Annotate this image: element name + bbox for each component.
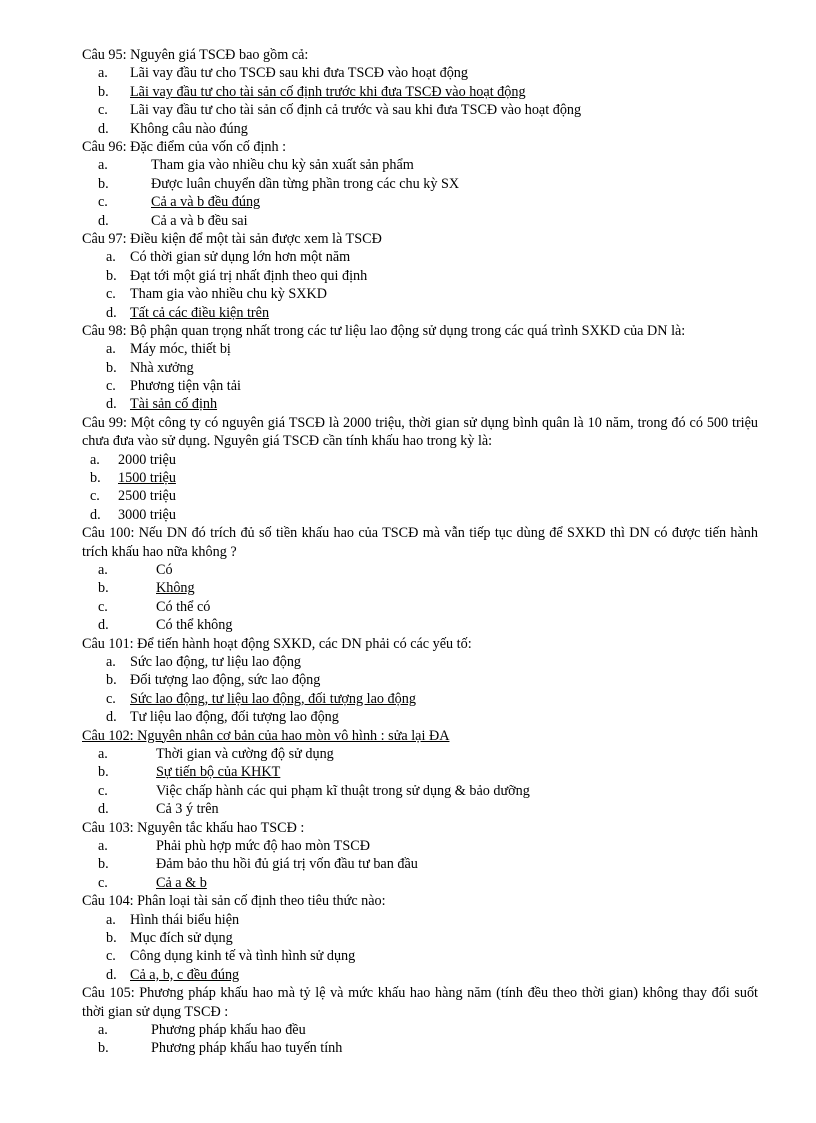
option-label: c. bbox=[98, 194, 108, 211]
answer-option bbox=[82, 83, 758, 101]
question-text: Câu 100: Nếu DN đó trích đủ số tiền khấu hao của TSCĐ mà vẫn tiếp tục dùng để SXKD thì DN có được tiến hành trích khấu hao nữa không ? bbox=[82, 525, 758, 560]
answer-option bbox=[82, 285, 758, 303]
option-label: d. bbox=[98, 120, 109, 137]
option-label: a. bbox=[106, 341, 116, 358]
question-block bbox=[82, 819, 758, 893]
answer-option bbox=[82, 248, 758, 266]
answer-option bbox=[82, 506, 758, 524]
option-label: a. bbox=[106, 654, 116, 671]
option-text: Đảm bảo thu hồi đủ giá trị vốn đầu tư ban đầu bbox=[156, 856, 418, 873]
question-text: Câu 99: Một công ty có nguyên giá TSCĐ là 2000 triệu, thời gian sử dụng bình quân là 10 năm, trong đó có 500 triệu chưa đưa vào sử dụng. Nguyên giá TSCĐ cần tính khấu hao trong kỳ là: bbox=[82, 414, 758, 450]
option-label: d. bbox=[106, 396, 117, 413]
option-label: b. bbox=[90, 470, 101, 487]
option-label: b. bbox=[106, 929, 117, 946]
option-text-correct: Cả a, b, c đều đúng bbox=[130, 966, 240, 983]
option-text: Việc chấp hành các qui phạm kĩ thuật trong sử dụng & bảo dưỡng bbox=[156, 782, 530, 799]
option-label: d. bbox=[98, 212, 109, 229]
answer-option bbox=[82, 947, 758, 965]
question-text: Câu 103: Nguyên tắc khấu hao TSCĐ : bbox=[82, 819, 305, 836]
option-label: a. bbox=[98, 65, 108, 82]
question-text: Câu 102: Nguyên nhân cơ bản của hao mòn vô hình : sửa lại ĐA bbox=[82, 727, 450, 744]
answer-option bbox=[82, 487, 758, 505]
answer-option bbox=[82, 598, 758, 616]
question-block bbox=[82, 138, 758, 230]
answer-option bbox=[82, 1039, 758, 1057]
question-text: Câu 104: Phân loại tài sản cố định theo tiêu thức nào: bbox=[82, 893, 386, 910]
answer-option bbox=[82, 616, 758, 634]
question-block bbox=[82, 727, 758, 819]
option-label: c. bbox=[90, 488, 100, 505]
answer-option bbox=[82, 1021, 758, 1039]
option-label: b. bbox=[98, 856, 109, 873]
option-label: c. bbox=[106, 690, 116, 707]
option-text: Đối tượng lao động, sức lao động bbox=[130, 672, 321, 689]
answer-option bbox=[82, 966, 758, 984]
question-text: Câu 95: Nguyên giá TSCĐ bao gồm cả: bbox=[82, 47, 309, 63]
answer-option bbox=[82, 929, 758, 947]
answer-option bbox=[82, 64, 758, 82]
option-label: a. bbox=[98, 562, 108, 579]
option-text: Thời gian và cường độ sử dụng bbox=[156, 746, 334, 762]
answer-option bbox=[82, 469, 758, 487]
option-label: a. bbox=[106, 249, 116, 266]
option-label: a. bbox=[106, 911, 116, 928]
answer-option bbox=[82, 175, 758, 193]
answer-option bbox=[82, 156, 758, 174]
option-label: d. bbox=[106, 966, 117, 983]
option-label: a. bbox=[98, 157, 108, 174]
option-text-correct: Lãi vay đầu tư cho tài sản cố định trước khi đưa TSCĐ vào hoạt động bbox=[130, 83, 526, 100]
question-block bbox=[82, 892, 758, 984]
answer-option bbox=[82, 745, 758, 763]
option-text-correct: Cả a và b đều đúng bbox=[151, 194, 261, 211]
option-label: c. bbox=[98, 598, 108, 615]
option-text: 2500 triệu bbox=[118, 488, 176, 505]
option-text: Không câu nào đúng bbox=[130, 120, 248, 137]
answer-option bbox=[82, 874, 758, 892]
option-text: Được luân chuyển dần từng phần trong các chu kỳ SX bbox=[151, 175, 460, 192]
option-text-correct: Tài sản cố định bbox=[130, 396, 218, 413]
question-block bbox=[82, 414, 758, 524]
answer-option bbox=[82, 101, 758, 119]
option-text-correct: Sức lao động, tư liệu lao động, đối tượng lao động bbox=[130, 690, 416, 707]
answer-option bbox=[82, 193, 758, 211]
question-text: Câu 105: Phương pháp khấu hao mà tỷ lệ và mức khấu hao hàng năm (tính đều theo thời gian) không thay đổi suốt thời gian sử dụng TSCĐ : bbox=[82, 985, 758, 1020]
question-block bbox=[82, 230, 758, 322]
option-label: d. bbox=[98, 801, 109, 818]
option-text-correct: Không bbox=[156, 580, 195, 597]
question-block bbox=[82, 524, 758, 634]
option-label: b. bbox=[106, 672, 117, 689]
answer-option bbox=[82, 395, 758, 413]
question-block bbox=[82, 635, 758, 727]
question-text: Câu 96: Đặc điểm của vốn cố định : bbox=[82, 138, 287, 155]
option-label: c. bbox=[98, 874, 108, 891]
question-block bbox=[82, 322, 758, 414]
option-label: a. bbox=[90, 451, 100, 468]
answer-option bbox=[82, 763, 758, 781]
option-text-correct: 1500 triệu bbox=[118, 470, 176, 487]
answer-option bbox=[82, 690, 758, 708]
answer-option bbox=[82, 561, 758, 579]
option-text: Sức lao động, tư liệu lao động bbox=[130, 654, 302, 671]
answer-option bbox=[82, 340, 758, 358]
option-text: Máy móc, thiết bị bbox=[130, 341, 231, 358]
question-block bbox=[82, 984, 758, 1058]
option-label: c. bbox=[98, 782, 108, 799]
question-text: Câu 98: Bộ phận quan trọng nhất trong các tư liệu lao động sử dụng trong các quá trình SXKD của DN là: bbox=[82, 322, 686, 339]
option-label: a. bbox=[98, 1021, 108, 1038]
option-text: Công dụng kinh tế và tình hình sử dụng bbox=[130, 948, 356, 965]
answer-option bbox=[82, 579, 758, 597]
option-label: b. bbox=[106, 267, 117, 284]
option-text: Có thể có bbox=[156, 598, 211, 615]
answer-option bbox=[82, 377, 758, 395]
option-label: c. bbox=[106, 378, 116, 395]
option-label: b. bbox=[106, 359, 117, 376]
option-text: 2000 triệu bbox=[118, 451, 176, 468]
answer-option bbox=[82, 708, 758, 726]
answer-option bbox=[82, 653, 758, 671]
answer-option bbox=[82, 212, 758, 230]
option-text: Lãi vay đầu tư cho tài sản cố định cả trước và sau khi đưa TSCĐ vào hoạt động bbox=[130, 102, 582, 119]
option-text: Mục đích sử dụng bbox=[130, 929, 233, 946]
answer-option bbox=[82, 304, 758, 322]
answer-option bbox=[82, 911, 758, 929]
option-text: Nhà xưởng bbox=[130, 359, 194, 376]
option-label: d. bbox=[106, 709, 117, 726]
option-text: Phương pháp khấu hao đều bbox=[151, 1021, 306, 1038]
answer-option bbox=[82, 800, 758, 818]
option-text: Cả 3 ý trên bbox=[156, 801, 219, 818]
option-label: d. bbox=[90, 506, 101, 523]
option-text: Cả a và b đều sai bbox=[151, 212, 248, 229]
option-text-correct: Cả a & b bbox=[156, 874, 207, 891]
option-text: Có bbox=[156, 562, 173, 579]
option-text: Hình thái biểu hiện bbox=[130, 911, 240, 928]
option-text: Tham gia vào nhiều chu kỳ sản xuất sản phẩm bbox=[151, 157, 414, 174]
option-label: a. bbox=[98, 746, 108, 762]
option-label: b. bbox=[98, 175, 109, 192]
question-block bbox=[82, 46, 758, 138]
option-label: b. bbox=[98, 580, 109, 597]
option-text: Có thời gian sử dụng lớn hơn một năm bbox=[130, 249, 351, 266]
answer-option bbox=[82, 837, 758, 855]
option-text: Có thể không bbox=[156, 617, 233, 634]
option-label: a. bbox=[98, 837, 108, 854]
option-text: 3000 triệu bbox=[118, 506, 176, 523]
option-text: Đạt tới một giá trị nhất định theo qui định bbox=[130, 267, 368, 284]
option-label: b. bbox=[98, 764, 109, 781]
option-text: Tư liệu lao động, đối tượng lao động bbox=[130, 709, 339, 726]
option-text-correct: Sự tiến bộ của KHKT bbox=[156, 764, 281, 781]
option-text: Lãi vay đầu tư cho TSCĐ sau khi đưa TSCĐ vào hoạt động bbox=[130, 65, 468, 82]
option-label: b. bbox=[98, 1040, 109, 1057]
question-text: Câu 97: Điều kiện để một tài sản được xem là TSCĐ bbox=[82, 230, 382, 247]
option-text: Phương tiện vận tải bbox=[130, 378, 241, 395]
option-label: c. bbox=[106, 286, 116, 303]
option-text-correct: Tất cả các điều kiện trên bbox=[130, 304, 270, 321]
document-body bbox=[82, 46, 758, 1058]
answer-option bbox=[82, 782, 758, 800]
answer-option bbox=[82, 120, 758, 138]
answer-option bbox=[82, 671, 758, 689]
answer-option bbox=[82, 359, 758, 377]
option-label: c. bbox=[106, 948, 116, 965]
option-text: Phương pháp khấu hao tuyến tính bbox=[151, 1040, 343, 1057]
question-text: Câu 101: Để tiến hành hoạt động SXKD, các DN phải có các yếu tố: bbox=[82, 635, 472, 652]
answer-option bbox=[82, 855, 758, 873]
option-label: c. bbox=[98, 102, 108, 119]
option-text: Phải phù hợp mức độ hao mòn TSCĐ bbox=[156, 837, 370, 854]
option-label: b. bbox=[98, 83, 109, 100]
answer-option bbox=[82, 267, 758, 285]
answer-option bbox=[82, 451, 758, 469]
option-label: d. bbox=[106, 304, 117, 321]
option-text: Tham gia vào nhiều chu kỳ SXKD bbox=[130, 286, 328, 303]
option-label: d. bbox=[98, 617, 109, 634]
